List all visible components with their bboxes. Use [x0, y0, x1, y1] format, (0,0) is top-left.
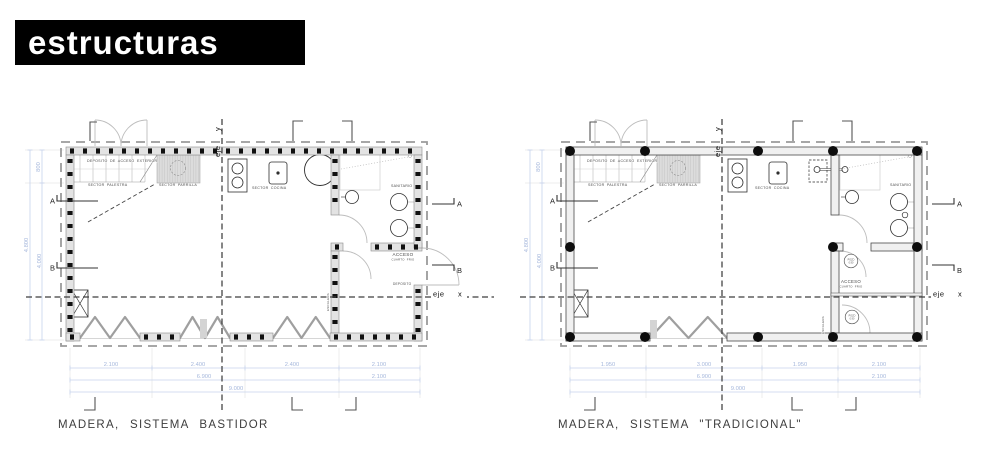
svg-text:x: x	[958, 289, 962, 299]
room-labels	[587, 159, 911, 334]
svg-text:eje: eje	[933, 289, 945, 299]
svg-text:eje: eje	[213, 145, 222, 157]
svg-text:POZO: POZO	[848, 314, 856, 318]
plan-sistema-bastidor	[0, 105, 500, 465]
svg-text:SECTOR PALESTRA: SECTOR PALESTRA	[88, 183, 128, 187]
svg-text:ACCESO: ACCESO	[392, 252, 414, 257]
svg-text:DEPOSITO DE ACCESO EXTERIOR: DEPOSITO DE ACCESO EXTERIOR	[87, 159, 158, 163]
page-title: estructuras	[28, 24, 219, 61]
svg-text:CUARTO FRIO: CUARTO FRIO	[839, 284, 863, 289]
plan-caption-tradicional: MADERA, SISTEMA "TRADICIONAL"	[558, 419, 802, 431]
svg-text:SECTOR PARRILLA: SECTOR PARRILLA	[159, 183, 198, 187]
svg-text:0.90: 0.90	[848, 261, 854, 265]
plan-sistema-tradicional	[500, 105, 1000, 465]
svg-text:SANITARIO: SANITARIO	[391, 184, 413, 188]
svg-text:A: A	[549, 196, 555, 206]
svg-text:1.950: 1.950	[600, 362, 616, 369]
svg-text:DEPOSITO DE ACCESO EXTERIOR: DEPOSITO DE ACCESO EXTERIOR	[587, 159, 658, 163]
svg-text:SANITARIO: SANITARIO	[890, 183, 912, 187]
svg-text:2.100: 2.100	[871, 362, 887, 369]
svg-text:2.100: 2.100	[371, 362, 387, 369]
svg-text:ESCALERA: ESCALERA	[326, 292, 330, 311]
svg-text:2.400: 2.400	[284, 362, 300, 369]
svg-text:POZO: POZO	[847, 258, 855, 262]
svg-text:SECTOR COCINA: SECTOR COCINA	[252, 186, 287, 190]
svg-text:A: A	[457, 199, 463, 209]
svg-text:800: 800	[36, 162, 42, 172]
svg-text:2.100: 2.100	[871, 374, 887, 381]
svg-text:9.000: 9.000	[228, 386, 244, 393]
floor-plan-drawing-bastidor	[0, 105, 500, 465]
svg-text:B: B	[549, 263, 555, 273]
svg-text:800: 800	[536, 162, 542, 172]
svg-text:DEPOSITO: DEPOSITO	[393, 282, 412, 286]
svg-text:A: A	[49, 196, 55, 206]
svg-text:3.000: 3.000	[696, 362, 712, 369]
svg-text:4.000: 4.000	[537, 253, 543, 269]
svg-text:ESCALERA: ESCALERA	[821, 315, 825, 334]
svg-text:SECTOR PALESTRA: SECTOR PALESTRA	[588, 183, 628, 187]
svg-text:4.000: 4.000	[37, 253, 43, 269]
title-block	[15, 20, 305, 65]
svg-text:x: x	[458, 289, 462, 299]
svg-text:eje: eje	[433, 289, 445, 299]
svg-text:0.90: 0.90	[849, 317, 855, 321]
svg-text:9.000: 9.000	[730, 386, 746, 393]
svg-text:eje: eje	[713, 145, 722, 157]
svg-text:2.400: 2.400	[190, 362, 206, 369]
svg-text:CUARTO FRIO: CUARTO FRIO	[391, 257, 415, 262]
svg-text:4.800: 4.800	[524, 237, 530, 253]
svg-text:SECTOR PARRILLA: SECTOR PARRILLA	[659, 183, 698, 187]
svg-text:y: y	[213, 127, 222, 131]
plan-caption-bastidor: MADERA, SISTEMA BASTIDOR	[58, 419, 269, 431]
svg-text:6.900: 6.900	[196, 374, 212, 381]
svg-text:6.900: 6.900	[696, 374, 712, 381]
svg-text:4.800: 4.800	[24, 237, 30, 253]
svg-text:A: A	[957, 199, 963, 209]
svg-text:B: B	[957, 266, 963, 275]
svg-text:1.950: 1.950	[792, 362, 808, 369]
svg-text:2.100: 2.100	[103, 362, 119, 369]
svg-text:2.100: 2.100	[371, 374, 387, 381]
svg-text:B: B	[457, 266, 463, 275]
svg-text:B: B	[49, 263, 55, 273]
svg-text:ACCESO: ACCESO	[840, 279, 862, 284]
svg-text:y: y	[713, 127, 722, 131]
svg-text:SECTOR COCINA: SECTOR COCINA	[755, 186, 790, 190]
floor-plan-drawing-tradicional	[500, 105, 1000, 465]
